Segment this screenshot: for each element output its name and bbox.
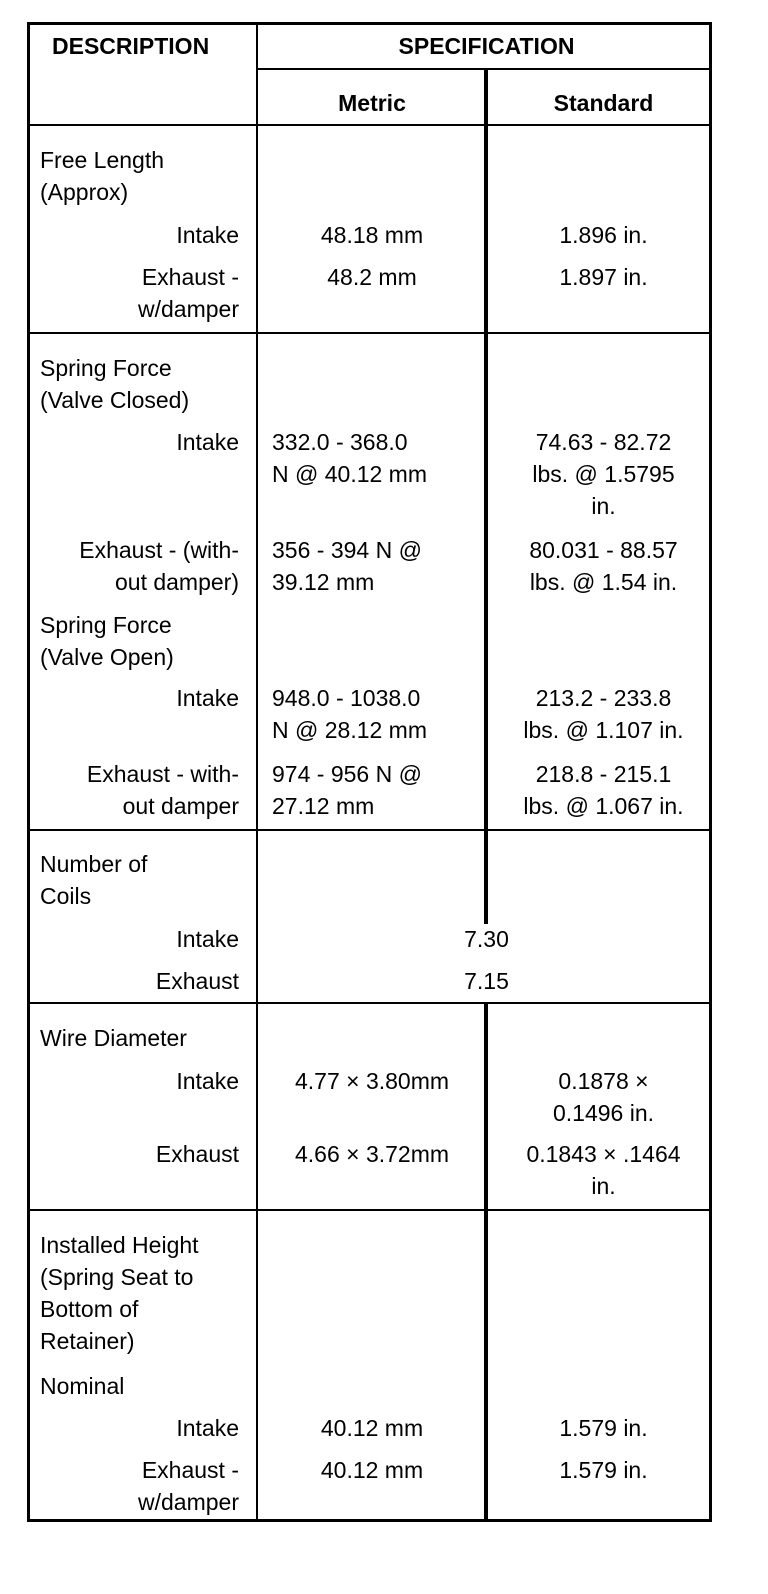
row-divider bbox=[30, 124, 709, 126]
installed-height-intake-standard: 1.579 in. bbox=[559, 1415, 648, 1441]
header-metric: Metric bbox=[338, 90, 406, 116]
header-standard: Standard bbox=[553, 90, 654, 116]
coils-exhaust-value: 7.15 bbox=[464, 968, 509, 994]
coils-intake-label: Intake bbox=[176, 926, 239, 952]
wire-diameter-intake-label: Intake bbox=[176, 1068, 239, 1094]
spring-force-open-label: Spring Force (Valve Open) bbox=[40, 612, 174, 670]
column-divider bbox=[484, 68, 488, 924]
spring-force-open-intake-label: Intake bbox=[176, 685, 239, 711]
row-divider bbox=[30, 829, 709, 831]
spring-force-closed-exhaust-metric: 356 - 394 N @ 39.12 mm bbox=[272, 537, 422, 595]
wire-diameter-exhaust-label: Exhaust bbox=[155, 1141, 239, 1167]
row-divider bbox=[30, 332, 709, 334]
free-length-intake-standard: 1.896 in. bbox=[559, 222, 648, 248]
free-length-intake-label: Intake bbox=[176, 222, 239, 248]
wire-diameter-exhaust-standard: 0.1843 × .1464 in. bbox=[526, 1141, 681, 1199]
wire-diameter-intake-standard: 0.1878 × 0.1496 in. bbox=[552, 1068, 655, 1126]
installed-height-exhaust-metric: 40.12 mm bbox=[320, 1457, 424, 1483]
spring-force-open-intake-metric: 948.0 - 1038.0 N @ 28.12 mm bbox=[272, 685, 428, 743]
spring-spec-table bbox=[27, 22, 712, 1522]
row-divider bbox=[30, 1209, 709, 1211]
installed-height-label: Installed Height (Spring Seat to Bottom of Retainer) bbox=[40, 1232, 199, 1354]
installed-height-intake-metric: 40.12 mm bbox=[320, 1415, 424, 1441]
installed-height-exhaust-standard: 1.579 in. bbox=[559, 1457, 648, 1483]
coils-intake-value: 7.30 bbox=[464, 926, 509, 952]
coils-label: Number of Coils bbox=[40, 851, 148, 909]
spring-force-open-intake-standard: 213.2 - 233.8 lbs. @ 1.107 in. bbox=[523, 685, 684, 743]
spring-force-open-exhaust-standard: 218.8 - 215.1 lbs. @ 1.067 in. bbox=[523, 761, 684, 819]
spring-force-closed-intake-standard: 74.63 - 82.72 lbs. @ 1.5795 in. bbox=[532, 429, 675, 519]
header-specification: SPECIFICATION bbox=[398, 33, 575, 59]
free-length-exhaust-metric: 48.2 mm bbox=[327, 264, 417, 290]
spring-force-closed-intake-metric: 332.0 - 368.0 N @ 40.12 mm bbox=[272, 429, 428, 487]
free-length-exhaust-label: Exhaust - w/damper bbox=[138, 264, 239, 322]
spring-force-closed-intake-label: Intake bbox=[176, 429, 239, 455]
spring-force-closed-exhaust-label: Exhaust - (with- out damper) bbox=[79, 537, 239, 595]
spring-force-open-exhaust-metric: 974 - 956 N @ 27.12 mm bbox=[272, 761, 422, 819]
row-divider bbox=[30, 1002, 709, 1004]
spring-force-closed-label: Spring Force (Valve Closed) bbox=[40, 355, 190, 413]
wire-diameter-label: Wire Diameter bbox=[40, 1025, 187, 1051]
coils-exhaust-label: Exhaust bbox=[155, 968, 239, 994]
free-length-exhaust-standard: 1.897 in. bbox=[559, 264, 648, 290]
wire-diameter-exhaust-metric: 4.66 × 3.72mm bbox=[294, 1141, 450, 1167]
spring-force-open-exhaust-label: Exhaust - with- out damper bbox=[86, 761, 239, 819]
wire-diameter-intake-metric: 4.77 × 3.80mm bbox=[294, 1068, 450, 1094]
installed-height-exhaust-label: Exhaust - w/damper bbox=[138, 1457, 239, 1515]
header-divider bbox=[256, 68, 709, 70]
header-description: DESCRIPTION bbox=[52, 33, 210, 59]
installed-height-intake-label: Intake bbox=[176, 1415, 239, 1441]
free-length-label: Free Length (Approx) bbox=[40, 147, 165, 205]
spring-force-closed-exhaust-standard: 80.031 - 88.57 lbs. @ 1.54 in. bbox=[529, 537, 678, 595]
installed-height-nominal-label: Nominal bbox=[40, 1373, 125, 1399]
free-length-intake-metric: 48.18 mm bbox=[320, 222, 424, 248]
